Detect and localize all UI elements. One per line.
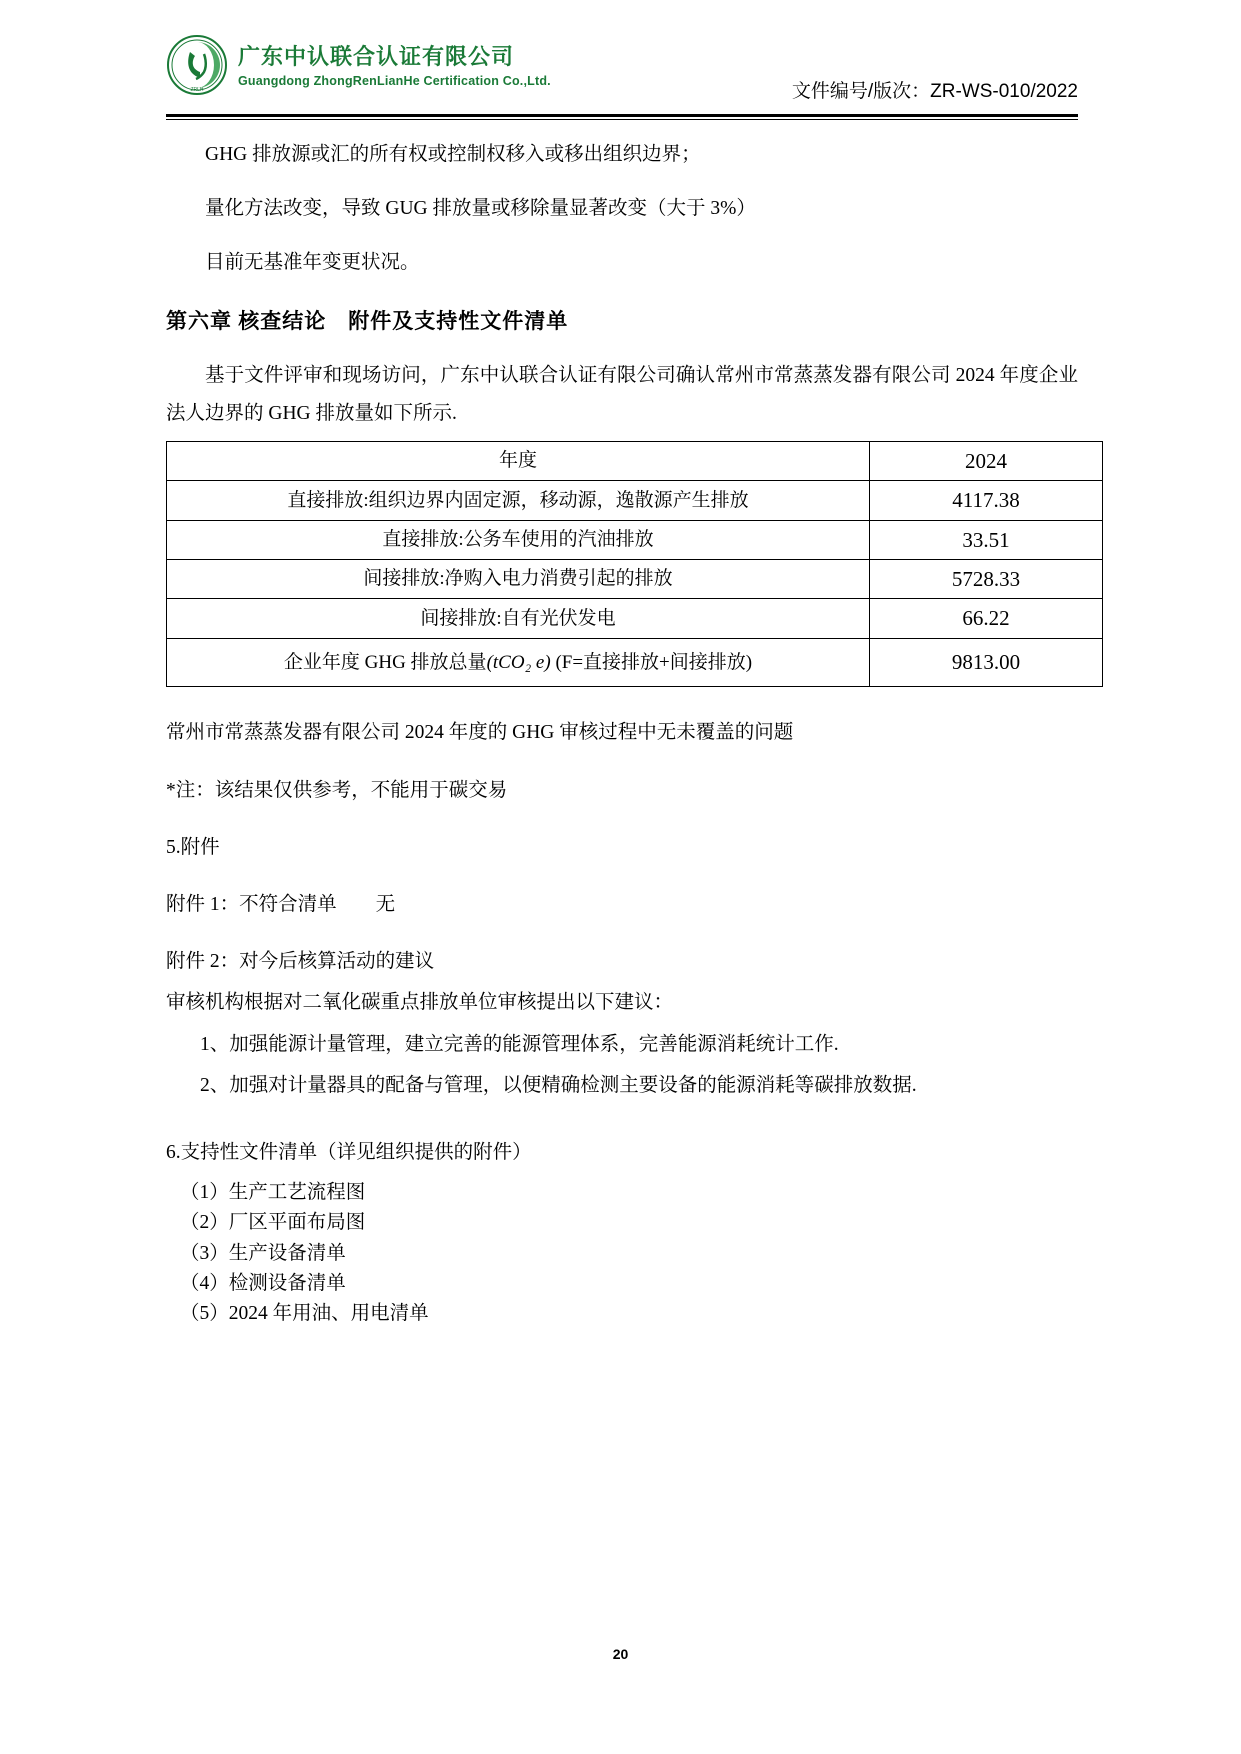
company-logo-icon	[166, 34, 228, 96]
company-name-cn: 广东中认联合认证有限公司	[238, 44, 515, 69]
total-label	[167, 638, 870, 687]
support-item: （1）生产工艺流程图	[180, 1182, 366, 1204]
attachment-1: 附件 1：不符合清单 无	[166, 893, 396, 915]
row-label: 直接排放:组织边界内固定源，移动源，逸散源产生排放	[167, 481, 870, 520]
table-row	[167, 481, 1103, 520]
advice-item: 2、加强对计量器具的配备与管理，以便精确检测主要设备的能源消耗等碳排放数据.	[200, 1074, 917, 1096]
paragraph-no-baseline-change: 目前无基准年变更状况。	[205, 252, 420, 274]
paragraph-conclusion: 基于文件评审和现场访问，广东中认联合认证有限公司确认常州市常蒸蒸发器有限公司 2024 年度企业法人边界的 GHG 排放量如下所示.	[166, 364, 1078, 424]
header-divider-thick	[166, 114, 1078, 117]
section-6-title: 6.支持性文件清单（详见组织提供的附件）	[166, 1141, 532, 1163]
page-header	[166, 28, 1078, 114]
advice-item: 1、加强能源计量管理，建立完善的能源管理体系，完善能源消耗统计工作.	[200, 1033, 839, 1055]
document-body	[166, 140, 1078, 1329]
row-value: 4117.38	[870, 481, 1103, 520]
table-row	[167, 599, 1103, 638]
total-label-a: 企业年度 GHG 排放总量	[283, 651, 487, 673]
header-divider-thin	[166, 119, 1078, 120]
document-code: 文件编号/版次：ZR-WS-010/2022	[791, 81, 1078, 102]
support-item: （2）厂区平面布局图	[180, 1212, 366, 1234]
paragraph-note: *注：该结果仅供参考，不能用于碳交易	[166, 779, 508, 801]
row-value: 33.51	[870, 520, 1103, 559]
table-row	[167, 520, 1103, 559]
support-item: （5）2024 年用油、用电清单	[180, 1302, 429, 1324]
row-label: 间接排放:净购入电力消费引起的排放	[167, 560, 870, 599]
paragraph-ghg-boundary: GHG 排放源或汇的所有权或控制权移入或移出组织边界；	[205, 144, 701, 165]
support-item: （3）生产设备清单	[180, 1242, 346, 1264]
ghg-emissions-table	[166, 441, 1103, 688]
section-5-title: 5.附件	[166, 836, 220, 858]
row-label: 间接排放:自有光伏发电	[167, 599, 870, 638]
table-header-year: 2024	[870, 441, 1103, 480]
company-name-en: Guangdong ZhongRenLianHe Certification Co.,Ltd.	[238, 74, 551, 88]
total-value: 9813.00	[870, 638, 1103, 687]
row-label: 直接排放:公务车使用的汽油排放	[167, 520, 870, 559]
svg-text:ZRLH: ZRLH	[190, 87, 204, 93]
attachment-2: 附件 2：对今后核算活动的建议	[166, 951, 435, 973]
table-header-row	[167, 441, 1103, 480]
total-label-b: (F=直接排放+间接排放)	[550, 651, 753, 673]
row-value: 66.22	[870, 599, 1103, 638]
table-header-label: 年度	[167, 441, 870, 480]
table-row	[167, 560, 1103, 599]
paragraph-no-uncovered-issues: 常州市常蒸蒸发器有限公司 2024 年度的 GHG 审核过程中无未覆盖的问题	[166, 722, 794, 744]
paragraph-method-change: 量化方法改变，导致 GUG 排放量或移除量显著改变（大于 3%）	[205, 198, 756, 220]
support-item: （4）检测设备清单	[180, 1272, 346, 1294]
page-number: 20	[612, 1646, 629, 1662]
row-value: 5728.33	[870, 560, 1103, 599]
advice-intro: 审核机构根据对二氧化碳重点排放单位审核提出以下建议：	[166, 992, 674, 1014]
chapter-title: 第六章 核查结论 附件及支持性文件清单	[166, 308, 569, 333]
table-total-row	[167, 638, 1103, 687]
total-label-unit: (tCO₂ e)	[486, 651, 551, 673]
